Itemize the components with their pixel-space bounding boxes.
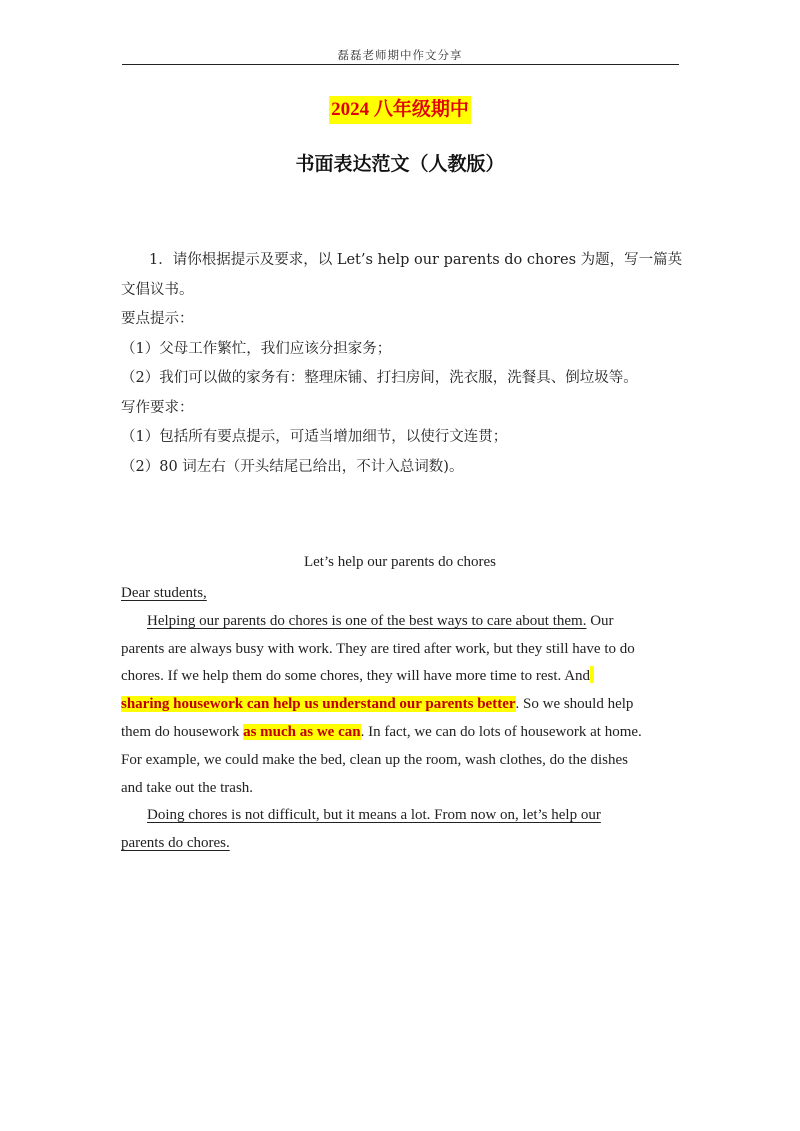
writing-prompt <box>121 246 681 482</box>
highlighted-phrase-1: sharing housework can help us understand our parents better <box>121 696 516 713</box>
paragraph-2 <box>121 802 684 858</box>
point-2: （2）我们可以做的家务有：整理床铺、打扫房间，洗衣服，洗餐具、倒垃圾等。 <box>121 370 638 386</box>
paragraph-1-line-5-rest: . In fact, we can do lots of housework at home. <box>360 723 642 740</box>
paragraph-2-line-2: parents do chores. <box>121 835 230 852</box>
topic-sentence: Helping our parents do chores is one of the best ways to care about them. <box>147 612 587 629</box>
paragraph-1-line-5-start: them do housework <box>121 723 244 740</box>
paragraph-2-line-1: Doing chores is not difficult, but it means a lot. From now on, let’s help our <box>147 807 601 824</box>
requirements-label: 写作要求： <box>121 399 194 416</box>
prompt-line-2: 文倡议书。 <box>121 281 194 298</box>
paragraph-1 <box>121 608 684 803</box>
point-1: （1）父母工作繁忙，我们应该分担家务； <box>121 340 392 357</box>
essay-title: Let’s help our parents do chores <box>303 554 497 570</box>
prompt-line-1: 1．请你根据提示及要求，以 Let’s help our parents do chores 为题，写一篇英 <box>149 252 683 268</box>
paragraph-1-line-6: For example, we could make the bed, clean up the room, wash clothes, do the dishes <box>121 751 628 768</box>
highlight-marker <box>590 666 594 683</box>
paragraph-1-line-3: chores. If we help them do some chores, they will have more time to rest. And <box>121 668 591 685</box>
paragraph-1-line-7: and take out the trash. <box>121 779 254 796</box>
requirement-2: （2）80 词左右（开头结尾已给出，不计入总词数)。 <box>121 458 464 475</box>
title-container <box>0 96 800 124</box>
paragraph-1-line-1-end: Our <box>586 612 614 629</box>
greeting-text: Dear students, <box>121 585 207 601</box>
page-header: 磊磊老师期中作文分享 <box>337 48 463 62</box>
header-divider <box>122 64 679 65</box>
highlighted-phrase-2: as much as we can <box>243 723 361 740</box>
points-label: 要点提示： <box>121 311 194 327</box>
requirement-1: （1）包括所有要点提示，可适当增加细节，以使行文连贯； <box>121 429 508 445</box>
page-title: 2024 八年级期中 <box>329 96 471 124</box>
greeting <box>121 580 684 608</box>
paragraph-1-line-4-rest: . So we should help <box>515 696 634 713</box>
page-subtitle: 书面表达范文（人教版） <box>295 153 505 175</box>
paragraph-1-line-2: parents are always busy with work. They are tired after work, but they still have to do <box>121 640 635 657</box>
essay-body <box>121 580 684 858</box>
